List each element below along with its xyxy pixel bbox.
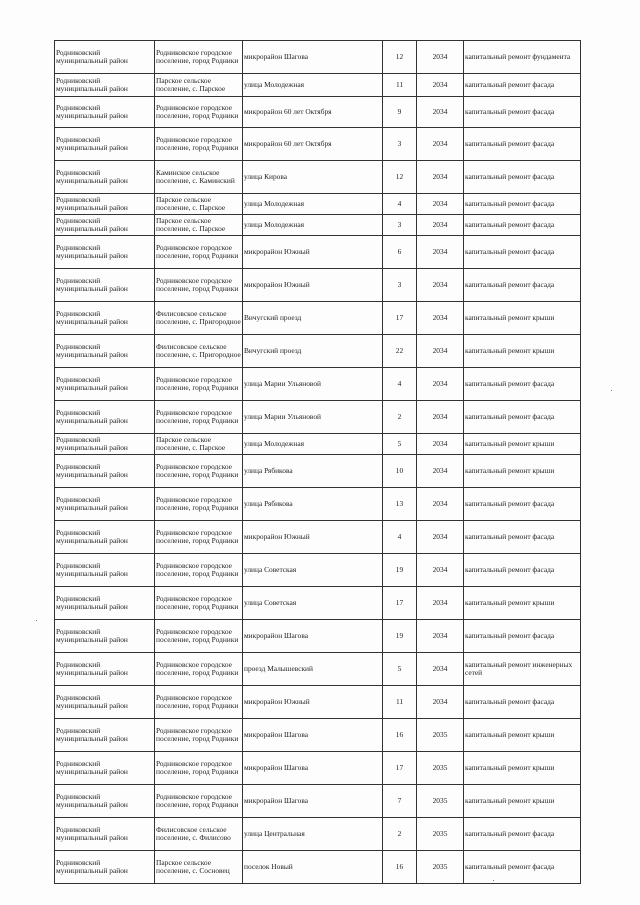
table-row xyxy=(55,719,581,752)
table-row xyxy=(55,455,581,488)
table-row xyxy=(55,236,581,269)
cell-work-type: капитальный ремонт крыши xyxy=(464,302,581,335)
table-row xyxy=(55,215,581,236)
cell-year: 2034 xyxy=(417,521,464,554)
table-row xyxy=(55,434,581,455)
repair-schedule-table xyxy=(54,40,581,884)
scan-speck xyxy=(611,390,612,391)
cell-year: 2034 xyxy=(417,368,464,401)
cell-street: улица Молодежная xyxy=(243,215,383,236)
cell-house-number: 17 xyxy=(383,752,417,785)
cell-year: 2034 xyxy=(417,128,464,161)
cell-street: поселок Новый xyxy=(243,851,383,884)
cell-district: Родниковский муниципальный район xyxy=(55,455,155,488)
cell-work-type: капитальный ремонт крыши xyxy=(464,587,581,620)
cell-work-type: капитальный ремонт фасада xyxy=(464,620,581,653)
cell-settlement: Парское сельское поселение, с. Парское xyxy=(155,215,243,236)
cell-house-number: 3 xyxy=(383,128,417,161)
cell-district: Родниковский муниципальный район xyxy=(55,686,155,719)
cell-street: микрорайон Южный xyxy=(243,686,383,719)
table-body xyxy=(55,41,581,884)
cell-district: Родниковский муниципальный район xyxy=(55,521,155,554)
cell-settlement: Родниковское городское поселение, город Родники xyxy=(155,128,243,161)
cell-settlement: Родниковское городское поселение, город Родники xyxy=(155,719,243,752)
cell-settlement: Парское сельское поселение, с. Парское xyxy=(155,194,243,215)
cell-street: проезд Малышевский xyxy=(243,653,383,686)
table-row xyxy=(55,653,581,686)
cell-year: 2034 xyxy=(417,587,464,620)
cell-year: 2034 xyxy=(417,335,464,368)
cell-house-number: 3 xyxy=(383,269,417,302)
cell-work-type: капитальный ремонт фундамента xyxy=(464,41,581,74)
cell-year: 2034 xyxy=(417,401,464,434)
cell-district: Родниковский муниципальный район xyxy=(55,128,155,161)
cell-house-number: 10 xyxy=(383,455,417,488)
cell-house-number: 11 xyxy=(383,686,417,719)
cell-house-number: 12 xyxy=(383,41,417,74)
cell-street: улица Советская xyxy=(243,554,383,587)
cell-district: Родниковский муниципальный район xyxy=(55,653,155,686)
cell-settlement: Парское сельское поселение, с. Парское xyxy=(155,74,243,97)
cell-street: микрорайон 60 лет Октября xyxy=(243,128,383,161)
table-row xyxy=(55,686,581,719)
cell-year: 2034 xyxy=(417,41,464,74)
cell-work-type: капитальный ремонт фасада xyxy=(464,74,581,97)
cell-street: улица Советская xyxy=(243,587,383,620)
cell-year: 2034 xyxy=(417,269,464,302)
cell-settlement: Родниковское городское поселение, город Родники xyxy=(155,620,243,653)
cell-year: 2034 xyxy=(417,653,464,686)
cell-year: 2035 xyxy=(417,752,464,785)
table-row xyxy=(55,620,581,653)
cell-work-type: капитальный ремонт крыши xyxy=(464,455,581,488)
cell-house-number: 7 xyxy=(383,785,417,818)
cell-year: 2034 xyxy=(417,554,464,587)
cell-district: Родниковский муниципальный район xyxy=(55,236,155,269)
cell-year: 2034 xyxy=(417,161,464,194)
cell-street: микрорайон Шагова xyxy=(243,719,383,752)
scan-speck xyxy=(493,880,494,881)
cell-street: Вичугский проезд xyxy=(243,302,383,335)
table-row xyxy=(55,128,581,161)
cell-district: Родниковский муниципальный район xyxy=(55,215,155,236)
cell-settlement: Родниковское городское поселение, город Родники xyxy=(155,236,243,269)
cell-work-type: капитальный ремонт крыши xyxy=(464,719,581,752)
table-row xyxy=(55,818,581,851)
table-row xyxy=(55,785,581,818)
cell-settlement: Родниковское городское поселение, город Родники xyxy=(155,587,243,620)
cell-house-number: 9 xyxy=(383,97,417,128)
cell-house-number: 16 xyxy=(383,719,417,752)
cell-district: Родниковский муниципальный район xyxy=(55,302,155,335)
cell-house-number: 12 xyxy=(383,161,417,194)
table-row xyxy=(55,554,581,587)
table-row xyxy=(55,521,581,554)
cell-district: Родниковский муниципальный район xyxy=(55,161,155,194)
cell-house-number: 2 xyxy=(383,818,417,851)
cell-year: 2034 xyxy=(417,236,464,269)
table-row xyxy=(55,752,581,785)
cell-work-type: капитальный ремонт фасада xyxy=(464,401,581,434)
cell-year: 2034 xyxy=(417,74,464,97)
cell-settlement: Родниковское городское поселение, город Родники xyxy=(155,554,243,587)
cell-year: 2034 xyxy=(417,97,464,128)
cell-work-type: капитальный ремонт фасада xyxy=(464,194,581,215)
cell-settlement: Парское сельское поселение, с. Парское xyxy=(155,434,243,455)
cell-year: 2034 xyxy=(417,488,464,521)
cell-settlement: Родниковское городское поселение, город Родники xyxy=(155,97,243,128)
cell-settlement: Родниковское городское поселение, город Родники xyxy=(155,488,243,521)
cell-district: Родниковский муниципальный район xyxy=(55,719,155,752)
cell-year: 2034 xyxy=(417,215,464,236)
cell-street: микрорайон Шагова xyxy=(243,620,383,653)
cell-work-type: капитальный ремонт фасада xyxy=(464,269,581,302)
cell-year: 2035 xyxy=(417,785,464,818)
cell-street: улица Марии Ульяновой xyxy=(243,368,383,401)
cell-street: улица Молодежная xyxy=(243,74,383,97)
cell-district: Родниковский муниципальный район xyxy=(55,74,155,97)
cell-street: улица Рябикова xyxy=(243,455,383,488)
cell-year: 2034 xyxy=(417,302,464,335)
cell-district: Родниковский муниципальный район xyxy=(55,554,155,587)
cell-street: микрорайон Южный xyxy=(243,236,383,269)
cell-district: Родниковский муниципальный район xyxy=(55,194,155,215)
cell-settlement: Родниковское городское поселение, город Родники xyxy=(155,752,243,785)
cell-house-number: 19 xyxy=(383,620,417,653)
cell-settlement: Родниковское городское поселение, город Родники xyxy=(155,41,243,74)
cell-house-number: 4 xyxy=(383,368,417,401)
cell-year: 2035 xyxy=(417,719,464,752)
cell-street: улица Центральная xyxy=(243,818,383,851)
cell-street: улица Марии Ульяновой xyxy=(243,401,383,434)
cell-work-type: капитальный ремонт фасада xyxy=(464,554,581,587)
cell-street: микрорайон Шагова xyxy=(243,41,383,74)
table-row xyxy=(55,401,581,434)
cell-street: микрорайон Южный xyxy=(243,521,383,554)
cell-district: Родниковский муниципальный район xyxy=(55,269,155,302)
cell-work-type: капитальный ремонт фасада xyxy=(464,521,581,554)
cell-house-number: 11 xyxy=(383,74,417,97)
cell-district: Родниковский муниципальный район xyxy=(55,488,155,521)
cell-settlement: Родниковское городское поселение, город Родники xyxy=(155,401,243,434)
cell-district: Родниковский муниципальный район xyxy=(55,401,155,434)
cell-street: Вичугский проезд xyxy=(243,335,383,368)
cell-settlement: Родниковское городское поселение, город Родники xyxy=(155,269,243,302)
cell-district: Родниковский муниципальный район xyxy=(55,41,155,74)
cell-street: микрорайон Шагова xyxy=(243,785,383,818)
cell-settlement: Родниковское городское поселение, город Родники xyxy=(155,653,243,686)
cell-district: Родниковский муниципальный район xyxy=(55,97,155,128)
cell-district: Родниковский муниципальный район xyxy=(55,752,155,785)
cell-street: улица Молодежная xyxy=(243,434,383,455)
cell-settlement: Филисовское сельское поселение, с. Пригородное xyxy=(155,335,243,368)
cell-house-number: 17 xyxy=(383,587,417,620)
table-row xyxy=(55,74,581,97)
cell-work-type: капитальный ремонт крыши xyxy=(464,434,581,455)
cell-settlement: Родниковское городское поселение, город Родники xyxy=(155,686,243,719)
table-row xyxy=(55,41,581,74)
cell-work-type: капитальный ремонт фасада xyxy=(464,128,581,161)
cell-year: 2034 xyxy=(417,194,464,215)
cell-street: улица Молодежная xyxy=(243,194,383,215)
cell-work-type: капитальный ремонт фасада xyxy=(464,851,581,884)
cell-work-type: капитальный ремонт фасада xyxy=(464,488,581,521)
table-row xyxy=(55,194,581,215)
cell-street: микрорайон Южный xyxy=(243,269,383,302)
table-row xyxy=(55,587,581,620)
cell-house-number: 2 xyxy=(383,401,417,434)
table-row xyxy=(55,851,581,884)
table-row xyxy=(55,335,581,368)
cell-settlement: Филисовское сельское поселение, с. Пригородное xyxy=(155,302,243,335)
cell-street: микрорайон 60 лет Октября xyxy=(243,97,383,128)
cell-house-number: 4 xyxy=(383,521,417,554)
cell-year: 2035 xyxy=(417,818,464,851)
cell-district: Родниковский муниципальный район xyxy=(55,851,155,884)
table-row xyxy=(55,161,581,194)
cell-work-type: капитальный ремонт фасада xyxy=(464,236,581,269)
cell-work-type: капитальный ремонт инженерных сетей xyxy=(464,653,581,686)
cell-settlement: Филисовское сельское поселение, с. Филисово xyxy=(155,818,243,851)
cell-house-number: 13 xyxy=(383,488,417,521)
cell-work-type: капитальный ремонт фасада xyxy=(464,97,581,128)
cell-work-type: капитальный ремонт фасада xyxy=(464,368,581,401)
cell-work-type: капитальный ремонт крыши xyxy=(464,785,581,818)
cell-work-type: капитальный ремонт фасада xyxy=(464,686,581,719)
cell-settlement: Родниковское городское поселение, город Родники xyxy=(155,521,243,554)
cell-year: 2034 xyxy=(417,434,464,455)
table-row xyxy=(55,488,581,521)
cell-settlement: Парское сельское поселение, с. Сосновец xyxy=(155,851,243,884)
cell-house-number: 17 xyxy=(383,302,417,335)
cell-year: 2034 xyxy=(417,620,464,653)
cell-district: Родниковский муниципальный район xyxy=(55,335,155,368)
cell-house-number: 5 xyxy=(383,434,417,455)
cell-house-number: 5 xyxy=(383,653,417,686)
cell-house-number: 6 xyxy=(383,236,417,269)
cell-year: 2034 xyxy=(417,455,464,488)
table-row xyxy=(55,97,581,128)
cell-year: 2034 xyxy=(417,686,464,719)
cell-settlement: Родниковское городское поселение, город Родники xyxy=(155,368,243,401)
cell-settlement: Родниковское городское поселение, город Родники xyxy=(155,455,243,488)
cell-district: Родниковский муниципальный район xyxy=(55,434,155,455)
cell-work-type: капитальный ремонт крыши xyxy=(464,335,581,368)
cell-district: Родниковский муниципальный район xyxy=(55,368,155,401)
cell-district: Родниковский муниципальный район xyxy=(55,818,155,851)
cell-house-number: 4 xyxy=(383,194,417,215)
cell-district: Родниковский муниципальный район xyxy=(55,587,155,620)
cell-district: Родниковский муниципальный район xyxy=(55,785,155,818)
cell-street: улица Рябикова xyxy=(243,488,383,521)
cell-house-number: 19 xyxy=(383,554,417,587)
cell-house-number: 3 xyxy=(383,215,417,236)
cell-district: Родниковский муниципальный район xyxy=(55,620,155,653)
cell-work-type: капитальный ремонт крыши xyxy=(464,752,581,785)
cell-house-number: 22 xyxy=(383,335,417,368)
cell-work-type: капитальный ремонт фасада xyxy=(464,818,581,851)
table-row xyxy=(55,269,581,302)
cell-settlement: Каминское сельское поселение, с. Каминский xyxy=(155,161,243,194)
cell-street: улица Кирова xyxy=(243,161,383,194)
cell-house-number: 16 xyxy=(383,851,417,884)
scan-speck xyxy=(36,620,37,621)
cell-work-type: капитальный ремонт фасада xyxy=(464,215,581,236)
cell-year: 2035 xyxy=(417,851,464,884)
cell-work-type: капитальный ремонт фасада xyxy=(464,161,581,194)
table-row xyxy=(55,368,581,401)
cell-street: микрорайон Шагова xyxy=(243,752,383,785)
table-row xyxy=(55,302,581,335)
cell-settlement: Родниковское городское поселение, город Родники xyxy=(155,785,243,818)
